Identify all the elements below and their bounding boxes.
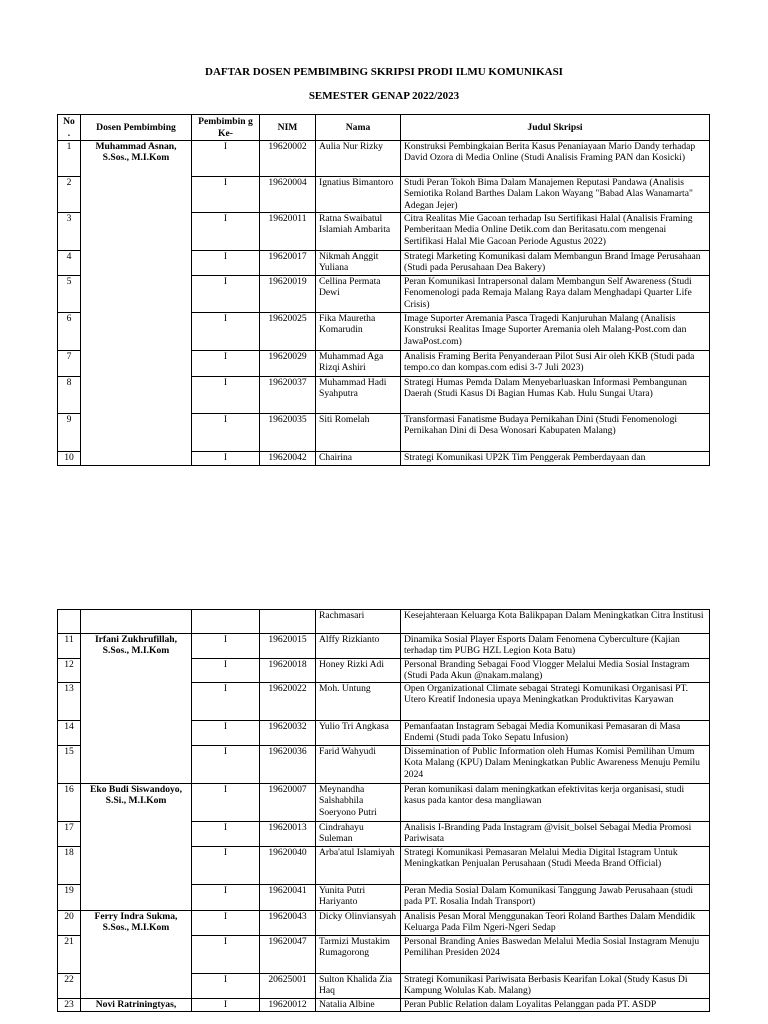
cell-no: 22 <box>58 974 81 999</box>
cell-no: 15 <box>58 746 81 784</box>
cell-pembimbing: I <box>192 276 260 313</box>
cell-nim: 19620041 <box>260 885 316 911</box>
cell-judul: Dissemination of Public Information oleh Humas Komisi Pemilihan Umum Kota Malang (KPU) Dalam Meningkatkan Public Awareness Menuju Pemilu 2024 <box>401 746 710 784</box>
cell-no: 13 <box>58 683 81 721</box>
cell-nama: Chairina <box>316 452 401 466</box>
cell-nim: 19620015 <box>260 634 316 659</box>
cell-judul: Pemanfaatan Instagram Sebagai Media Komunikasi Pemasaran di Masa Endemi (Studi pada Toko Sepatu Infusion) <box>401 721 710 746</box>
cell-judul: Kesejahteraan Keluarga Kota Balikpapan Dalam Meningkatkan Citra Institusi <box>401 610 710 634</box>
supervisor-table-page-1 <box>57 114 710 466</box>
cell-nim: 19620035 <box>260 414 316 452</box>
table-row <box>58 784 710 822</box>
cell-nim: 19620047 <box>260 936 316 974</box>
cell-nama: Nikmah Anggit Yuliana <box>316 251 401 276</box>
cell-pembimbing: I <box>192 683 260 721</box>
cell-judul: Image Suporter Aremania Pasca Tragedi Kanjuruhan Malang (Analisis Konstruksi Realitas Image Suporter Aremania oleh Malang-Post.com dan JawaPost.com) <box>401 313 710 351</box>
cell-judul: Peran Komunikasi Intrapersonal dalam Membangun Self Awareness (Studi Fenomenologi pada Remaja Malang Raya dalam Menghadapi Quarter Life Crisis) <box>401 276 710 313</box>
cell-pembimbing: I <box>192 974 260 999</box>
cell-nama: Cindrahayu Suleman <box>316 822 401 847</box>
cell-pembimbing: I <box>192 936 260 974</box>
cell-nama: Arba'atul Islamiyah <box>316 847 401 885</box>
cell-pembimbing: I <box>192 721 260 746</box>
cell-nim: 19620040 <box>260 847 316 885</box>
cell-nim: 19620043 <box>260 911 316 936</box>
cell-pembimbing: I <box>192 784 260 822</box>
cell-pembimbing: I <box>192 452 260 466</box>
cell-no: 9 <box>58 414 81 452</box>
cell-judul: Dinamika Sosial Player Esports Dalam Fenomena Cyberculture (Kajian terhadap tim PUBG HZL Legion Kota Batu) <box>401 634 710 659</box>
cell-judul: Strategi Komunikasi Pemasaran Melalui Media Digital Istagram Untuk Meningkatkan Penjualan Perusahaan (Studi Meeda Brand Official) <box>401 847 710 885</box>
cell-judul: Strategi Humas Pemda Dalam Menyebarluaskan Informasi Pembangunan Daerah (Studi Kasus Di Bagian Humas Kab. Hulu Sungai Utara) <box>401 377 710 414</box>
cell-nama: Natalia Albine <box>316 999 401 1012</box>
cell-no: 19 <box>58 885 81 911</box>
cell-nim: 19620017 <box>260 251 316 276</box>
cell-judul: Transformasi Fanatisme Budaya Pernikahan Dini (Studi Fenomenologi Pernikahan Dini di Desa Wonosari Kabupaten Malang) <box>401 414 710 452</box>
document-subtitle: SEMESTER GENAP 2022/2023 <box>308 90 460 102</box>
table-row <box>58 999 710 1012</box>
cell-no: 20 <box>58 911 81 936</box>
cell-pembimbing: I <box>192 141 260 177</box>
table-row <box>58 634 710 659</box>
cell-nama: Aulia Nur Rizky <box>316 141 401 177</box>
cell-dosen: Eko Budi Siswandoyo, S.Si., M.I.Kom <box>81 784 192 911</box>
cell-nama: Cellina Permata Dewi <box>316 276 401 313</box>
cell-nama: Moh. Untung <box>316 683 401 721</box>
cell-nama: Tarmizi Mustakim Rumagorong <box>316 936 401 974</box>
cell-nim: 19620025 <box>260 313 316 351</box>
cell-nama: Yulio Tri Angkasa <box>316 721 401 746</box>
cell-judul: Personal Branding Anies Baswedan Melalui Media Sosial Instagram Menuju Pemilihan Presiden 2024 <box>401 936 710 974</box>
cell-nama: Siti Romelah <box>316 414 401 452</box>
cell-nama: Honey Rizki Adi <box>316 659 401 683</box>
header-pembimbing: Pembimbin g Ke- <box>192 115 260 141</box>
cell-nama: Ratna Swaibatul Islamiah Ambarita <box>316 213 401 251</box>
cell-no <box>58 610 81 634</box>
cell-no: 5 <box>58 276 81 313</box>
cell-nim: 19620004 <box>260 177 316 213</box>
cell-nim: 19620036 <box>260 746 316 784</box>
cell-nama: Yunita Putri Hariyanto <box>316 885 401 911</box>
cell-nama: Dicky Olinviansyah <box>316 911 401 936</box>
cell-nim: 19620018 <box>260 659 316 683</box>
cell-nim: 20625001 <box>260 974 316 999</box>
cell-pembimbing: I <box>192 414 260 452</box>
header-nim: NIM <box>260 115 316 141</box>
cell-dosen: Novi Ratriningtyas, <box>81 999 192 1012</box>
cell-no: 17 <box>58 822 81 847</box>
cell-pembimbing: I <box>192 999 260 1012</box>
cell-no: 18 <box>58 847 81 885</box>
cell-pembimbing <box>192 610 260 634</box>
cell-judul: Peran komunikasi dalam meningkatkan efektivitas kerja organisasi, studi kasus pada kantor desa mangliawan <box>401 784 710 822</box>
cell-nim: 19620037 <box>260 377 316 414</box>
cell-no: 21 <box>58 936 81 974</box>
cell-nim: 19620042 <box>260 452 316 466</box>
cell-nim: 19620002 <box>260 141 316 177</box>
cell-dosen: Ferry Indra Sukma, S.Sos., M.I.Kom <box>81 911 192 999</box>
cell-judul: Strategi Komunikasi Pariwisata Berbasis Kearifan Lokal (Study Kasus Di Kampung Wolulas Kab. Malang) <box>401 974 710 999</box>
cell-no: 3 <box>58 213 81 251</box>
cell-judul: Analisis Framing Berita Penyanderaan Pilot Susi Air oleh KKB (Studi pada tempo.co dan kompas.com edisi 3-7 Juli 2023) <box>401 351 710 377</box>
document-title: DAFTAR DOSEN PEMBIMBING SKRIPSI PRODI ILMU KOMUNIKASI <box>205 66 563 78</box>
cell-no: 4 <box>58 251 81 276</box>
table-header-row <box>58 115 710 141</box>
cell-pembimbing: I <box>192 746 260 784</box>
cell-no: 10 <box>58 452 81 466</box>
cell-nama: Fika Mauretha Komarudin <box>316 313 401 351</box>
cell-pembimbing: I <box>192 213 260 251</box>
cell-judul: Peran Public Relation dalam Loyalitas Pelanggan pada PT. ASDP <box>401 999 710 1012</box>
cell-nim: 19620013 <box>260 822 316 847</box>
cell-judul: Citra Realitas Mie Gacoan terhadap Isu Sertifikasi Halal (Analisis Framing Pemberitaan Media Online Detik.com dan Beritasatu.com mengenai Sertifikasi Halal Mie Gacoan Periode Agustus 2022) <box>401 213 710 251</box>
cell-no: 6 <box>58 313 81 351</box>
cell-judul: Peran Media Sosial Dalam Komunikasi Tanggung Jawab Perusahaan (studi pada PT. Rosalia Indah Transport) <box>401 885 710 911</box>
cell-judul: Strategi Komunikasi UP2K Tim Penggerak Pemberdayaan dan <box>401 452 710 466</box>
header-dosen: Dosen Pembimbing <box>81 115 192 141</box>
cell-dosen: Muhammad Asnan, S.Sos., M.I.Kom <box>81 141 192 466</box>
cell-pembimbing: I <box>192 313 260 351</box>
cell-nama: Meynandha Salshabhila Soeryono Putri <box>316 784 401 822</box>
cell-pembimbing: I <box>192 847 260 885</box>
cell-nama: Sulton Khalida Zia Haq <box>316 974 401 999</box>
cell-pembimbing: I <box>192 659 260 683</box>
cell-no: 7 <box>58 351 81 377</box>
cell-judul: Personal Branding Sebagai Food Vlogger Melalui Media Sosial Instagram (Studi Pada Akun @nakam.malang) <box>401 659 710 683</box>
cell-judul: Analisis Pesan Moral Menggunakan Teori Roland Barthes Dalam Mendidik Keluarga Pada Film Ngeri-Ngeri Sedap <box>401 911 710 936</box>
header-judul: Judul Skripsi <box>401 115 710 141</box>
header-nama: Nama <box>316 115 401 141</box>
cell-dosen <box>81 610 192 634</box>
table-row <box>58 141 710 177</box>
cell-no: 16 <box>58 784 81 822</box>
cell-judul: Analisis I-Branding Pada Instagram @visit_bolsel Sebagai Media Promosi Pariwisata <box>401 822 710 847</box>
table-row <box>58 911 710 936</box>
cell-pembimbing: I <box>192 634 260 659</box>
cell-nama: Alffy Rizkianto <box>316 634 401 659</box>
cell-no: 1 <box>58 141 81 177</box>
cell-nim: 19620022 <box>260 683 316 721</box>
cell-nim: 19620011 <box>260 213 316 251</box>
supervisor-table-page-2 <box>57 609 710 1012</box>
cell-pembimbing: I <box>192 251 260 276</box>
cell-pembimbing: I <box>192 822 260 847</box>
table-row <box>58 610 710 634</box>
cell-nama: Muhammad Hadi Syahputra <box>316 377 401 414</box>
cell-pembimbing: I <box>192 377 260 414</box>
cell-no: 14 <box>58 721 81 746</box>
cell-nim: 19620007 <box>260 784 316 822</box>
cell-pembimbing: I <box>192 351 260 377</box>
cell-no: 8 <box>58 377 81 414</box>
cell-nim: 19620012 <box>260 999 316 1012</box>
cell-no: 23 <box>58 999 81 1012</box>
cell-judul: Strategi Marketing Komunikasi dalam Membangun Brand Image Perusahaan (Studi pada Perusahaan Dea Bakery) <box>401 251 710 276</box>
cell-nama: Ignatius Bimantoro <box>316 177 401 213</box>
cell-nama: Rachmasari <box>316 610 401 634</box>
cell-pembimbing: I <box>192 885 260 911</box>
cell-nim <box>260 610 316 634</box>
cell-judul: Open Organizational Climate sebagai Strategi Komunikasi Organisasi PT. Utero Kreatif Indonesia upaya Meningkatkan Produktivitas Karyawan <box>401 683 710 721</box>
cell-pembimbing: I <box>192 177 260 213</box>
cell-judul: Konstruksi Pembingkaian Berita Kasus Penaniayaan Mario Dandy terhadap David Ozora di Media Online (Studi Analisis Framing PAN dan Kosicki) <box>401 141 710 177</box>
cell-nim: 19620032 <box>260 721 316 746</box>
cell-judul: Studi Peran Tokoh Bima Dalam Manajemen Reputasi Pandawa (Analisis Semiotika Roland Barthes Dalam Lakon Wayang "Babad Alas Wanamarta" Adegan Jejer) <box>401 177 710 213</box>
cell-no: 12 <box>58 659 81 683</box>
cell-dosen: Irfani Zukhrufillah, S.Sos., M.I.Kom <box>81 634 192 784</box>
cell-pembimbing: I <box>192 911 260 936</box>
header-no: No . <box>58 115 81 141</box>
cell-nim: 19620019 <box>260 276 316 313</box>
cell-nama: Muhammad Aga Rizqi Ashiri <box>316 351 401 377</box>
cell-nama: Farid Wahyudi <box>316 746 401 784</box>
cell-nim: 19620029 <box>260 351 316 377</box>
cell-no: 11 <box>58 634 81 659</box>
cell-no: 2 <box>58 177 81 213</box>
